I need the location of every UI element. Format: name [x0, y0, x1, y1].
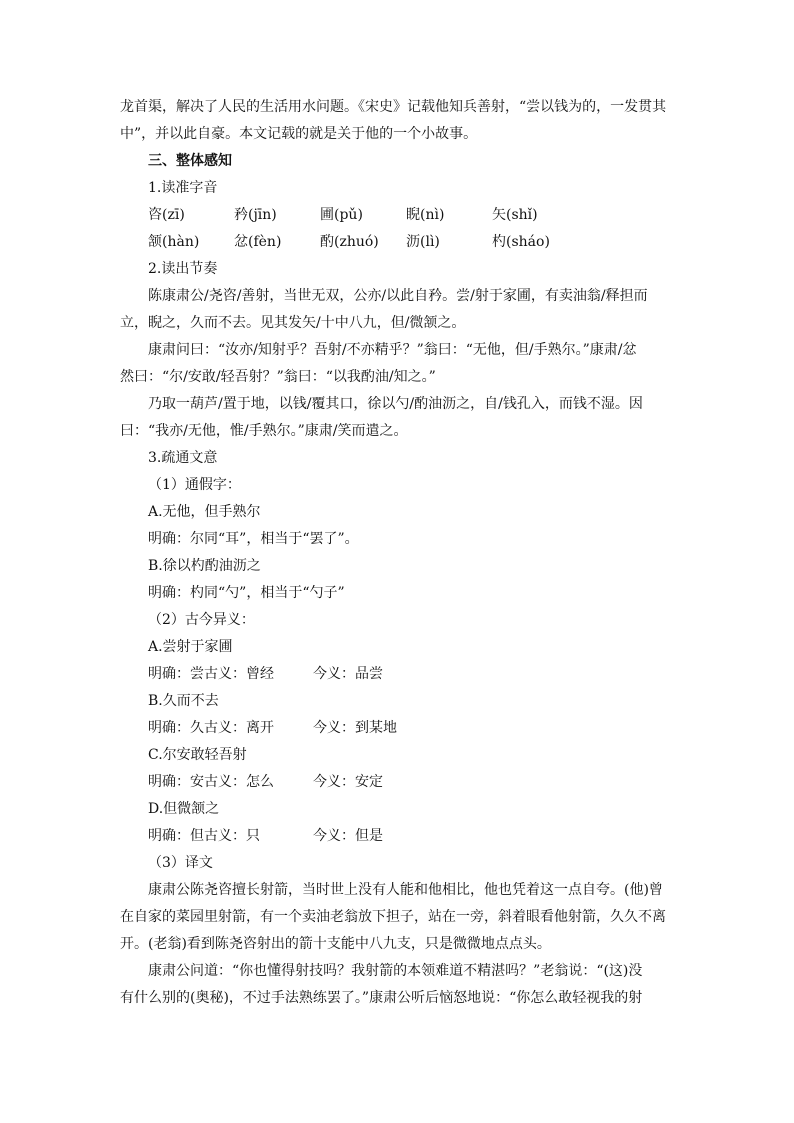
meaning-pair	[120, 715, 680, 742]
pinyin-item: 酌(zhuó)	[320, 234, 379, 250]
text-line: 有什么别的(奥秘)，不过手法熟练罢了。”康肃公听后恼怒地说：“你怎么敢轻视我的射	[120, 990, 643, 1006]
pinyin-row	[120, 229, 680, 256]
meaning-pair	[120, 769, 680, 796]
pinyin-item: 忿(fèn)	[234, 234, 282, 250]
meaning-pair	[120, 661, 680, 688]
text-line: 龙首渠，解决了人民的生活用水问题。《宋史》记载他知兵善射，“尝以钱为的，一发贯其	[120, 99, 667, 115]
text-line: B.徐以杓酌油沥之	[148, 558, 261, 574]
text-line: 曰：“我亦/无他，惟/手熟尔。”康肃/笑而遣之。	[120, 423, 408, 439]
ancient-meaning: 明确：久古义：离开	[148, 720, 274, 736]
section-heading: 三、整体感知	[148, 153, 232, 169]
text-line: A.尝射于家圃	[148, 639, 233, 655]
text-line: 康肃公陈尧咨擅长射箭，当时世上没有人能和他相比，他也凭着这一点自夸。(他)曾	[148, 882, 663, 898]
text-line: 然曰：“尔/安敢/轻吾射？”翁曰：“以我酌油/知之。”	[120, 369, 436, 385]
pinyin-item: 矢(shǐ)	[492, 207, 538, 223]
subheading: 2.读出节奏	[148, 261, 218, 277]
text-line: 康肃问曰：“汝亦/知射乎？吾射/不亦精乎？”翁曰：“无他，但/手熟尔。”康肃/忿	[148, 342, 637, 358]
modern-meaning: 今义：品尝	[313, 666, 383, 682]
pinyin-item: 矜(jīn)	[234, 207, 277, 223]
text-line: 立，睨之，久而不去。见其发矢/十中八九，但/微颔之。	[120, 315, 466, 331]
text-line: D.但微颔之	[148, 801, 220, 817]
ancient-meaning: 明确：安古义：怎么	[148, 774, 274, 790]
ancient-meaning: 明确：但古义：只	[148, 828, 260, 844]
pinyin-item: 圃(pǔ)	[320, 207, 363, 223]
text-line: 明确：尔同“耳”，相当于“罢了”。	[148, 531, 359, 547]
text-line: 康肃公问道：“你也懂得射技吗？我射箭的本领难道不精湛吗？”老翁说：“(这)没	[148, 963, 643, 979]
pinyin-item: 沥(lì)	[406, 234, 440, 250]
text-line: 明确：杓同“勺”，相当于“勺子”	[148, 585, 345, 601]
text-line: 开。(老翁)看到陈尧咨射出的箭十支能中八九支，只是微微地点点头。	[120, 936, 551, 952]
ancient-meaning: 明确：尝古义：曾经	[148, 666, 274, 682]
meaning-pair	[120, 823, 680, 850]
subheading: （1）通假字：	[148, 477, 241, 493]
modern-meaning: 今义：到某地	[313, 720, 397, 736]
pinyin-item: 睨(nì)	[406, 207, 445, 223]
document-body	[120, 94, 680, 1012]
subheading: 3.疏通文意	[148, 450, 218, 466]
text-line: 中”，并以此自豪。本文记载的就是关于他的一个小故事。	[120, 126, 478, 142]
pinyin-item: 杓(sháo)	[492, 234, 550, 250]
subheading: （3）译文	[148, 855, 213, 871]
text-line: B.久而不去	[148, 693, 219, 709]
text-line: C.尔安敢轻吾射	[148, 747, 247, 763]
text-line: 乃取一葫芦/置于地，以钱/覆其口，徐以勺/酌油沥之，自/钱孔入，而钱不湿。因	[148, 396, 643, 412]
pinyin-item: 颔(hàn)	[148, 234, 200, 250]
modern-meaning: 今义：但是	[313, 828, 383, 844]
pinyin-row	[120, 202, 680, 229]
subheading: （2）古今异义：	[148, 612, 255, 628]
text-line: 陈康肃公/尧咨/善射，当世无双，公亦/以此自矜。尝/射于家圃，有卖油翁/释担而	[148, 288, 648, 304]
pinyin-item: 咨(zī)	[148, 207, 185, 223]
text-line: A.无他，但手熟尔	[148, 504, 261, 520]
text-line: 在自家的菜园里射箭，有一个卖油老翁放下担子，站在一旁，斜着眼看他射箭，久久不离	[120, 909, 666, 925]
subheading: 1.读准字音	[148, 180, 218, 196]
modern-meaning: 今义：安定	[313, 774, 383, 790]
